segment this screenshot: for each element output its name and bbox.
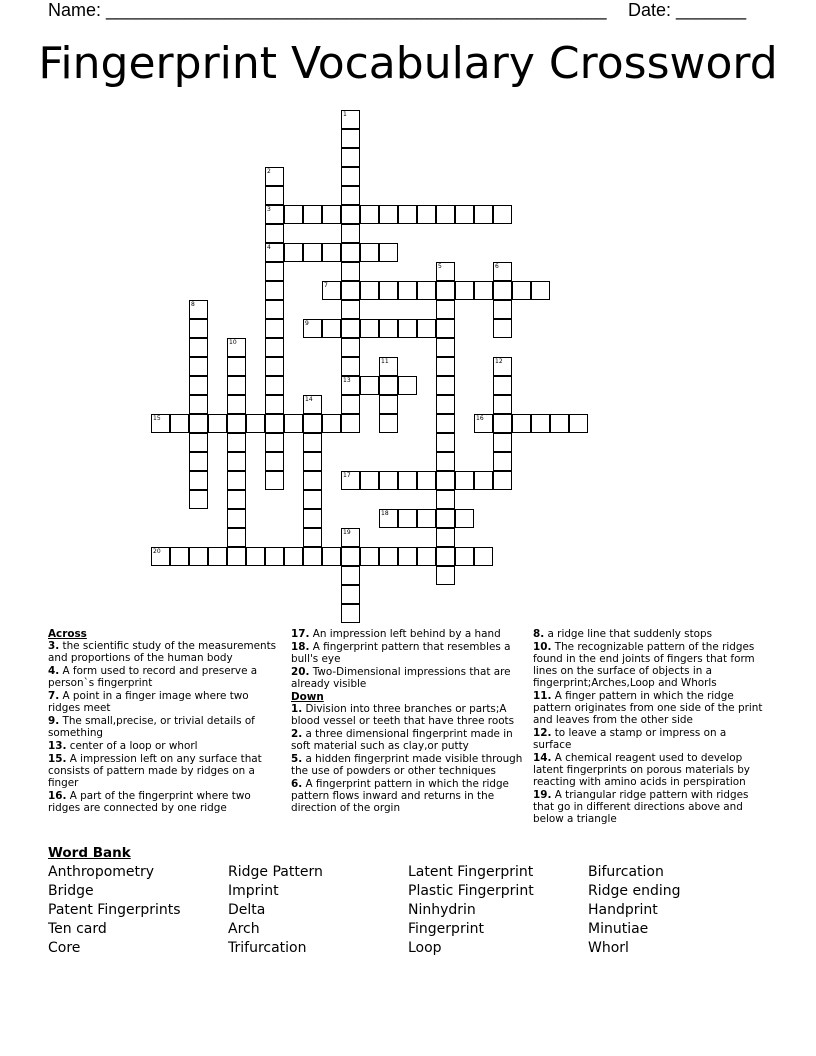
grid-cell[interactable] xyxy=(379,471,398,490)
clue-text: A chemical reagent used to develop latent fingerprints on porous materials by reacting with amino acids in perspiration xyxy=(533,752,750,788)
grid-cell[interactable] xyxy=(189,376,208,395)
grid-cell[interactable] xyxy=(379,243,398,262)
clue-number: 5 xyxy=(438,263,442,270)
clue-down xyxy=(533,752,767,788)
grid-cell[interactable] xyxy=(417,319,436,338)
clue-text: a three dimensional fingerprint made in soft material such as clay,or putty xyxy=(291,728,513,752)
clue-text: A fingerprint pattern in which the ridge pattern flows inward and returns in the direction of the orgin xyxy=(291,778,509,814)
grid-cell[interactable] xyxy=(189,319,208,338)
grid-cell[interactable] xyxy=(284,205,303,224)
grid-cell[interactable] xyxy=(265,376,284,395)
grid-cell[interactable] xyxy=(189,414,208,433)
clue-across xyxy=(291,628,525,640)
grid-cell[interactable] xyxy=(512,414,531,433)
word-bank-item: Latent Fingerprint xyxy=(408,864,534,880)
grid-cell[interactable] xyxy=(303,471,322,490)
grid-cell[interactable] xyxy=(379,357,398,376)
clue-text: A point in a finger image where two ridges meet xyxy=(48,690,249,714)
clue-number: 18 xyxy=(381,510,389,517)
grid-cell[interactable] xyxy=(341,300,360,319)
grid-cell[interactable] xyxy=(417,281,436,300)
word-bank-item: Fingerprint xyxy=(408,921,484,937)
grid-cell[interactable] xyxy=(398,205,417,224)
grid-cell[interactable] xyxy=(436,490,455,509)
grid-cell[interactable] xyxy=(493,262,512,281)
word-bank-item: Minutiae xyxy=(588,921,649,937)
word-bank-item: Anthropometry xyxy=(48,864,155,880)
grid-cell[interactable] xyxy=(189,490,208,509)
grid-cell[interactable] xyxy=(493,357,512,376)
clue-down xyxy=(291,703,525,727)
grid-cell[interactable] xyxy=(436,300,455,319)
grid-cell[interactable] xyxy=(455,205,474,224)
clue-number: 17 xyxy=(343,472,351,479)
grid-cell[interactable] xyxy=(436,509,455,528)
grid-cell[interactable] xyxy=(265,471,284,490)
grid-cell[interactable] xyxy=(341,357,360,376)
clue-across xyxy=(48,690,282,714)
clue-number: 15. xyxy=(48,753,67,765)
word-bank-item: Trifurcation xyxy=(228,940,307,956)
word-bank-item: Imprint xyxy=(228,883,279,899)
grid-cell[interactable] xyxy=(303,414,322,433)
grid-cell[interactable] xyxy=(227,395,246,414)
grid-cell[interactable] xyxy=(436,452,455,471)
grid-cell[interactable] xyxy=(379,414,398,433)
grid-cell[interactable] xyxy=(379,509,398,528)
grid-cell[interactable] xyxy=(189,452,208,471)
down-heading: Down xyxy=(291,691,324,703)
across-heading: Across xyxy=(48,628,87,640)
clue-across xyxy=(48,665,282,689)
word-bank-item: Ridge Pattern xyxy=(228,864,323,880)
clue-number: 8. xyxy=(533,628,545,640)
clue-number: 11 xyxy=(381,358,389,365)
grid-cell[interactable] xyxy=(265,433,284,452)
clue-number: 13. xyxy=(48,740,67,752)
grid-cell[interactable] xyxy=(284,414,303,433)
grid-cell[interactable] xyxy=(398,471,417,490)
grid-cell[interactable] xyxy=(493,281,512,300)
grid-cell[interactable] xyxy=(341,414,360,433)
grid-cell[interactable] xyxy=(436,547,455,566)
grid-cell[interactable] xyxy=(493,395,512,414)
clue-down xyxy=(533,789,767,825)
clue-number: 16 xyxy=(476,415,484,422)
grid-cell[interactable] xyxy=(208,414,227,433)
grid-cell[interactable] xyxy=(341,110,360,129)
clue-number: 4. xyxy=(48,665,60,677)
grid-cell[interactable] xyxy=(322,205,341,224)
word-bank-item: Patent Fingerprints xyxy=(48,902,181,918)
clue-text: A part of the fingerprint where two ridges are connected by one ridge xyxy=(48,790,251,814)
grid-cell[interactable] xyxy=(493,471,512,490)
grid-cell[interactable] xyxy=(436,338,455,357)
grid-cell[interactable] xyxy=(189,338,208,357)
grid-cell[interactable] xyxy=(493,414,512,433)
grid-cell[interactable] xyxy=(436,319,455,338)
grid-cell[interactable] xyxy=(341,338,360,357)
clue-number: 5. xyxy=(291,753,303,765)
grid-cell[interactable] xyxy=(189,395,208,414)
clue-text: Division into three branches or parts;A blood vessel or teeth that have three roots xyxy=(291,703,515,727)
word-bank-item: Ten card xyxy=(48,921,107,937)
grid-cell[interactable] xyxy=(417,471,436,490)
grid-cell[interactable] xyxy=(436,376,455,395)
grid-cell[interactable] xyxy=(341,395,360,414)
grid-cell[interactable] xyxy=(265,547,284,566)
clue-across xyxy=(48,790,282,814)
grid-cell[interactable] xyxy=(303,395,322,414)
grid-cell[interactable] xyxy=(227,338,246,357)
grid-cell[interactable] xyxy=(227,509,246,528)
clue-text: to leave a stamp or impress on a surface xyxy=(533,727,727,751)
grid-cell[interactable] xyxy=(303,452,322,471)
grid-cell[interactable] xyxy=(398,319,417,338)
grid-cell[interactable] xyxy=(303,547,322,566)
grid-cell[interactable] xyxy=(227,376,246,395)
grid-cell[interactable] xyxy=(246,414,265,433)
clue-number: 10 xyxy=(229,339,237,346)
grid-cell[interactable] xyxy=(436,433,455,452)
clue-down xyxy=(291,778,525,814)
grid-cell[interactable] xyxy=(341,129,360,148)
grid-cell[interactable] xyxy=(436,205,455,224)
grid-cell[interactable] xyxy=(341,319,360,338)
grid-cell[interactable] xyxy=(303,319,322,338)
grid-cell[interactable] xyxy=(379,395,398,414)
grid-cell[interactable] xyxy=(550,414,569,433)
clue-text: A impression left on any surface that consists of pattern made by ridges on a finger xyxy=(48,753,262,789)
grid-cell[interactable] xyxy=(474,205,493,224)
grid-cell[interactable] xyxy=(360,281,379,300)
grid-cell[interactable] xyxy=(455,509,474,528)
grid-cell[interactable] xyxy=(265,186,284,205)
grid-cell[interactable] xyxy=(170,414,189,433)
clue-across xyxy=(48,740,282,752)
clue-number: 12 xyxy=(495,358,503,365)
clue-text: An impression left behind by a hand xyxy=(312,628,501,640)
grid-cell[interactable] xyxy=(189,433,208,452)
grid-cell[interactable] xyxy=(322,414,341,433)
grid-cell[interactable] xyxy=(227,528,246,547)
clue-down xyxy=(533,641,767,689)
grid-cell[interactable] xyxy=(265,414,284,433)
grid-cell[interactable] xyxy=(341,205,360,224)
grid-cell[interactable] xyxy=(436,528,455,547)
grid-cell[interactable] xyxy=(208,547,227,566)
grid-cell[interactable] xyxy=(379,376,398,395)
grid-cell[interactable] xyxy=(360,471,379,490)
grid-cell[interactable] xyxy=(436,471,455,490)
clue-text: a ridge line that suddenly stops xyxy=(547,628,713,640)
grid-cell[interactable] xyxy=(474,471,493,490)
clue-number: 12. xyxy=(533,727,552,739)
clue-across xyxy=(291,666,525,690)
clue-number: 7 xyxy=(324,282,328,289)
grid-cell[interactable] xyxy=(341,376,360,395)
grid-cell[interactable] xyxy=(341,585,360,604)
grid-cell[interactable] xyxy=(227,452,246,471)
grid-cell[interactable] xyxy=(379,319,398,338)
word-bank-item: Bridge xyxy=(48,883,94,899)
grid-cell[interactable] xyxy=(417,205,436,224)
grid-cell[interactable] xyxy=(455,281,474,300)
clue-number: 6. xyxy=(291,778,303,790)
page-title: Fingerprint Vocabulary Crossword xyxy=(38,38,778,89)
grid-cell[interactable] xyxy=(493,300,512,319)
grid-cell[interactable] xyxy=(246,547,265,566)
clue-number: 17. xyxy=(291,628,310,640)
grid-cell[interactable] xyxy=(265,319,284,338)
grid-cell[interactable] xyxy=(360,319,379,338)
clue-text: The small,precise, or trivial details of something xyxy=(48,715,255,739)
grid-cell[interactable] xyxy=(360,547,379,566)
grid-cell[interactable] xyxy=(265,167,284,186)
clue-number: 3. xyxy=(48,640,60,652)
grid-cell[interactable] xyxy=(569,414,588,433)
grid-cell[interactable] xyxy=(227,357,246,376)
clue-number: 2 xyxy=(267,168,271,175)
grid-cell[interactable] xyxy=(341,262,360,281)
grid-cell[interactable] xyxy=(360,205,379,224)
grid-cell[interactable] xyxy=(227,490,246,509)
word-bank-item: Delta xyxy=(228,902,266,918)
grid-cell[interactable] xyxy=(189,357,208,376)
clue-text: the scientific study of the measurements and proportions of the human body xyxy=(48,640,277,664)
word-bank-item: Loop xyxy=(408,940,442,956)
grid-cell[interactable] xyxy=(265,262,284,281)
grid-cell[interactable] xyxy=(417,509,436,528)
grid-cell[interactable] xyxy=(265,338,284,357)
clue-down xyxy=(533,690,767,726)
date-field-line[interactable]: Date: _______ xyxy=(628,0,747,20)
word-bank-item: Ridge ending xyxy=(588,883,681,899)
grid-cell[interactable] xyxy=(474,414,493,433)
clue-number: 9 xyxy=(305,320,309,327)
grid-cell[interactable] xyxy=(322,243,341,262)
word-bank-item: Plastic Fingerprint xyxy=(408,883,534,899)
grid-cell[interactable] xyxy=(227,414,246,433)
clue-number: 1 xyxy=(343,111,347,118)
clue-number: 18. xyxy=(291,641,310,653)
grid-cell[interactable] xyxy=(417,547,436,566)
grid-cell[interactable] xyxy=(227,471,246,490)
word-bank-item: Ninhydrin xyxy=(408,902,476,918)
grid-cell[interactable] xyxy=(493,433,512,452)
grid-cell[interactable] xyxy=(360,243,379,262)
grid-cell[interactable] xyxy=(341,471,360,490)
grid-cell[interactable] xyxy=(322,281,341,300)
grid-cell[interactable] xyxy=(189,547,208,566)
clue-number: 6 xyxy=(495,263,499,270)
grid-cell[interactable] xyxy=(512,281,531,300)
grid-cell[interactable] xyxy=(436,281,455,300)
clues-column-2 xyxy=(291,628,525,815)
clue-across xyxy=(48,753,282,789)
grid-cell[interactable] xyxy=(436,566,455,585)
word-bank-title: Word Bank xyxy=(48,845,131,861)
grid-cell[interactable] xyxy=(493,452,512,471)
clue-number: 2. xyxy=(291,728,303,740)
clue-text: a hidden fingerprint made visible through the use of powders or other techniques xyxy=(291,753,523,777)
word-bank-item: Core xyxy=(48,940,81,956)
grid-cell[interactable] xyxy=(170,547,189,566)
grid-cell[interactable] xyxy=(398,376,417,395)
grid-cell[interactable] xyxy=(436,414,455,433)
grid-cell[interactable] xyxy=(398,547,417,566)
grid-cell[interactable] xyxy=(436,262,455,281)
clue-number: 14 xyxy=(305,396,313,403)
word-bank-column xyxy=(228,863,408,958)
clue-down xyxy=(291,728,525,752)
word-bank-item: Arch xyxy=(228,921,260,937)
grid-cell[interactable] xyxy=(436,357,455,376)
clue-down xyxy=(533,727,767,751)
grid-cell[interactable] xyxy=(265,205,284,224)
grid-cell[interactable] xyxy=(398,281,417,300)
clue-number: 19 xyxy=(343,529,351,536)
grid-cell[interactable] xyxy=(189,300,208,319)
word-bank-column xyxy=(48,863,228,958)
grid-cell[interactable] xyxy=(341,224,360,243)
grid-cell[interactable] xyxy=(341,281,360,300)
clue-across xyxy=(48,715,282,739)
word-bank-item: Whorl xyxy=(588,940,629,956)
clue-text: A form used to record and preserve a person`s fingerprint xyxy=(48,665,258,689)
clue-number: 4 xyxy=(267,244,271,251)
grid-cell[interactable] xyxy=(284,243,303,262)
grid-cell[interactable] xyxy=(493,376,512,395)
grid-cell[interactable] xyxy=(303,433,322,452)
grid-cell[interactable] xyxy=(303,490,322,509)
grid-cell[interactable] xyxy=(322,319,341,338)
clue-down xyxy=(533,628,767,640)
grid-cell[interactable] xyxy=(531,281,550,300)
grid-cell[interactable] xyxy=(474,547,493,566)
grid-cell[interactable] xyxy=(265,300,284,319)
clue-text: A triangular ridge pattern with ridges that go in different directions above and below a triangle xyxy=(533,789,749,825)
grid-cell[interactable] xyxy=(341,566,360,585)
clue-text: A fingerprint pattern that resembles a bull's eye xyxy=(291,641,511,665)
grid-cell[interactable] xyxy=(341,547,360,566)
clue-across xyxy=(291,641,525,665)
clue-down xyxy=(291,753,525,777)
grid-cell[interactable] xyxy=(265,395,284,414)
grid-cell[interactable] xyxy=(227,433,246,452)
clue-text: Two-Dimensional impressions that are already visible xyxy=(291,666,511,690)
grid-cell[interactable] xyxy=(189,471,208,490)
clue-text: center of a loop or whorl xyxy=(69,740,198,752)
clue-number: 20 xyxy=(153,548,161,555)
clue-across xyxy=(48,640,282,664)
word-bank-column xyxy=(408,863,588,958)
clue-number: 3 xyxy=(267,206,271,213)
grid-cell[interactable] xyxy=(341,604,360,623)
grid-cell[interactable] xyxy=(436,395,455,414)
clues-column-1 xyxy=(48,628,282,815)
grid-cell[interactable] xyxy=(341,186,360,205)
grid-cell[interactable] xyxy=(341,148,360,167)
clue-number: 7. xyxy=(48,690,60,702)
name-field-line[interactable]: Name: __________________________________________________ xyxy=(48,0,607,20)
clue-number: 14. xyxy=(533,752,552,764)
grid-cell[interactable] xyxy=(151,414,170,433)
clue-number: 19. xyxy=(533,789,552,801)
word-bank-item: Bifurcation xyxy=(588,864,664,880)
clue-number: 15 xyxy=(153,415,161,422)
word-bank-column xyxy=(588,863,768,958)
clue-number: 8 xyxy=(191,301,195,308)
grid-cell[interactable] xyxy=(322,547,341,566)
grid-cell[interactable] xyxy=(303,205,322,224)
clue-number: 13 xyxy=(343,377,351,384)
grid-cell[interactable] xyxy=(341,167,360,186)
clue-number: 16. xyxy=(48,790,67,802)
grid-cell[interactable] xyxy=(265,224,284,243)
grid-cell[interactable] xyxy=(455,547,474,566)
grid-cell[interactable] xyxy=(341,528,360,547)
grid-cell[interactable] xyxy=(379,281,398,300)
grid-cell[interactable] xyxy=(531,414,550,433)
clue-number: 10. xyxy=(533,641,552,653)
word-bank-item: Handprint xyxy=(588,902,658,918)
clues-column-3 xyxy=(533,628,767,826)
grid-cell[interactable] xyxy=(493,205,512,224)
clue-text: A finger pattern in which the ridge pattern originates from one side of the print and leaves from the other side xyxy=(533,690,763,726)
grid-cell[interactable] xyxy=(265,452,284,471)
grid-cell[interactable] xyxy=(265,357,284,376)
clue-number: 20. xyxy=(291,666,310,678)
grid-cell[interactable] xyxy=(265,281,284,300)
clue-text: The recognizable pattern of the ridges found in the end joints of fingers that form lines on the surface of objects in a fingerprint;Arches,Loop and Whorls xyxy=(533,641,755,689)
clue-number: 9. xyxy=(48,715,60,727)
grid-cell[interactable] xyxy=(493,319,512,338)
grid-cell[interactable] xyxy=(455,471,474,490)
grid-cell[interactable] xyxy=(284,547,303,566)
grid-cell[interactable] xyxy=(303,528,322,547)
grid-cell[interactable] xyxy=(151,547,170,566)
grid-cell[interactable] xyxy=(379,205,398,224)
grid-cell[interactable] xyxy=(341,243,360,262)
grid-cell[interactable] xyxy=(227,547,246,566)
grid-cell[interactable] xyxy=(398,509,417,528)
grid-cell[interactable] xyxy=(303,243,322,262)
grid-cell[interactable] xyxy=(379,547,398,566)
grid-cell[interactable] xyxy=(265,243,284,262)
grid-cell[interactable] xyxy=(360,376,379,395)
grid-cell[interactable] xyxy=(303,509,322,528)
clue-number: 11. xyxy=(533,690,552,702)
clue-number: 1. xyxy=(291,703,303,715)
grid-cell[interactable] xyxy=(474,281,493,300)
